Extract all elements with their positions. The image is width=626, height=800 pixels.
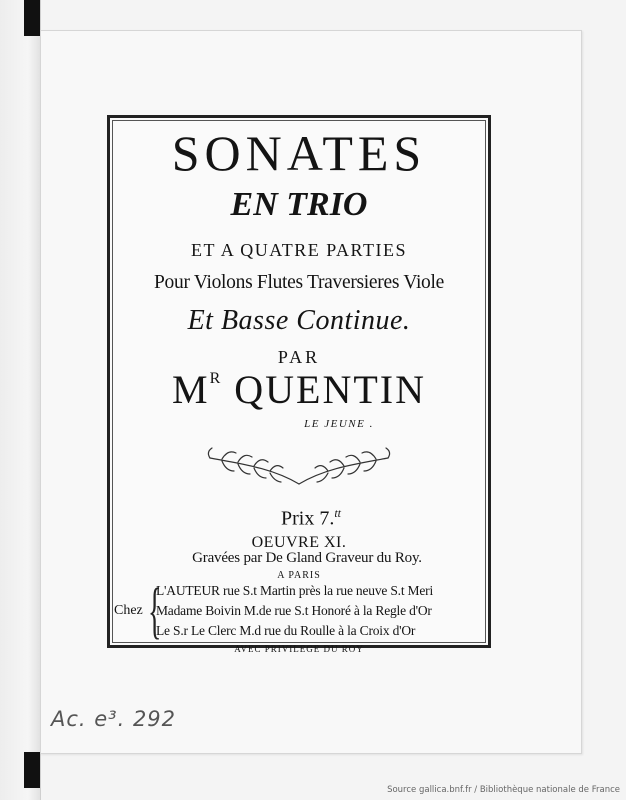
seller-address: Madame Boivin M.de rue S.t Honoré à la Regle d'Or (156, 603, 432, 618)
brace-icon: { (148, 577, 162, 645)
instruments-line: Pour Violons Flutes Traversieres Viole (154, 272, 444, 293)
shelfmark-annotation: Ac. e³. 292 (51, 707, 177, 731)
price (110, 506, 500, 531)
engraver-line: Gravées par De Gland Graveur du Roy. (192, 550, 422, 566)
page-subtitle: EN TRIO (230, 186, 368, 223)
par-line: PAR (277, 347, 321, 367)
seller-address: L'AUTEUR rue S.t Martin près la rue neuve S.t Meri (156, 583, 433, 598)
author-epithet: LE JEUNE . (304, 418, 374, 430)
source-credit: Source gallica.bnf.fr / Bibliothèque nationale de France (387, 785, 620, 795)
author-surname: QUENTIN (234, 367, 426, 412)
document-page (40, 30, 582, 754)
seller-address: Le S.r Le Clerc M.d rue du Roulle à la Croix d'Or (156, 623, 416, 638)
binding-clip-bottom (24, 752, 40, 788)
price-label: Prix 7. (280, 507, 335, 530)
parts-line: ET A QUATRE PARTIES (191, 240, 407, 260)
author-prefix: M (172, 367, 210, 412)
continuo-line: Et Basse Continue. (187, 305, 411, 336)
binding-edge (0, 0, 41, 800)
binding-clip-top (24, 0, 40, 36)
privilege-line: AVEC PRIVILEGE DU ROY (234, 644, 364, 654)
price-unit: tt (334, 506, 341, 520)
opus-number: OEUVRE XI. (251, 534, 347, 551)
title-frame (107, 115, 491, 654)
city-line: A PARIS (277, 570, 321, 581)
author-prefix-sup: R (209, 370, 223, 387)
page-title: SONATES (171, 125, 427, 181)
sellers-label: Chez (114, 603, 143, 618)
laurel-ornament-icon (202, 444, 396, 488)
author-name (110, 366, 488, 413)
